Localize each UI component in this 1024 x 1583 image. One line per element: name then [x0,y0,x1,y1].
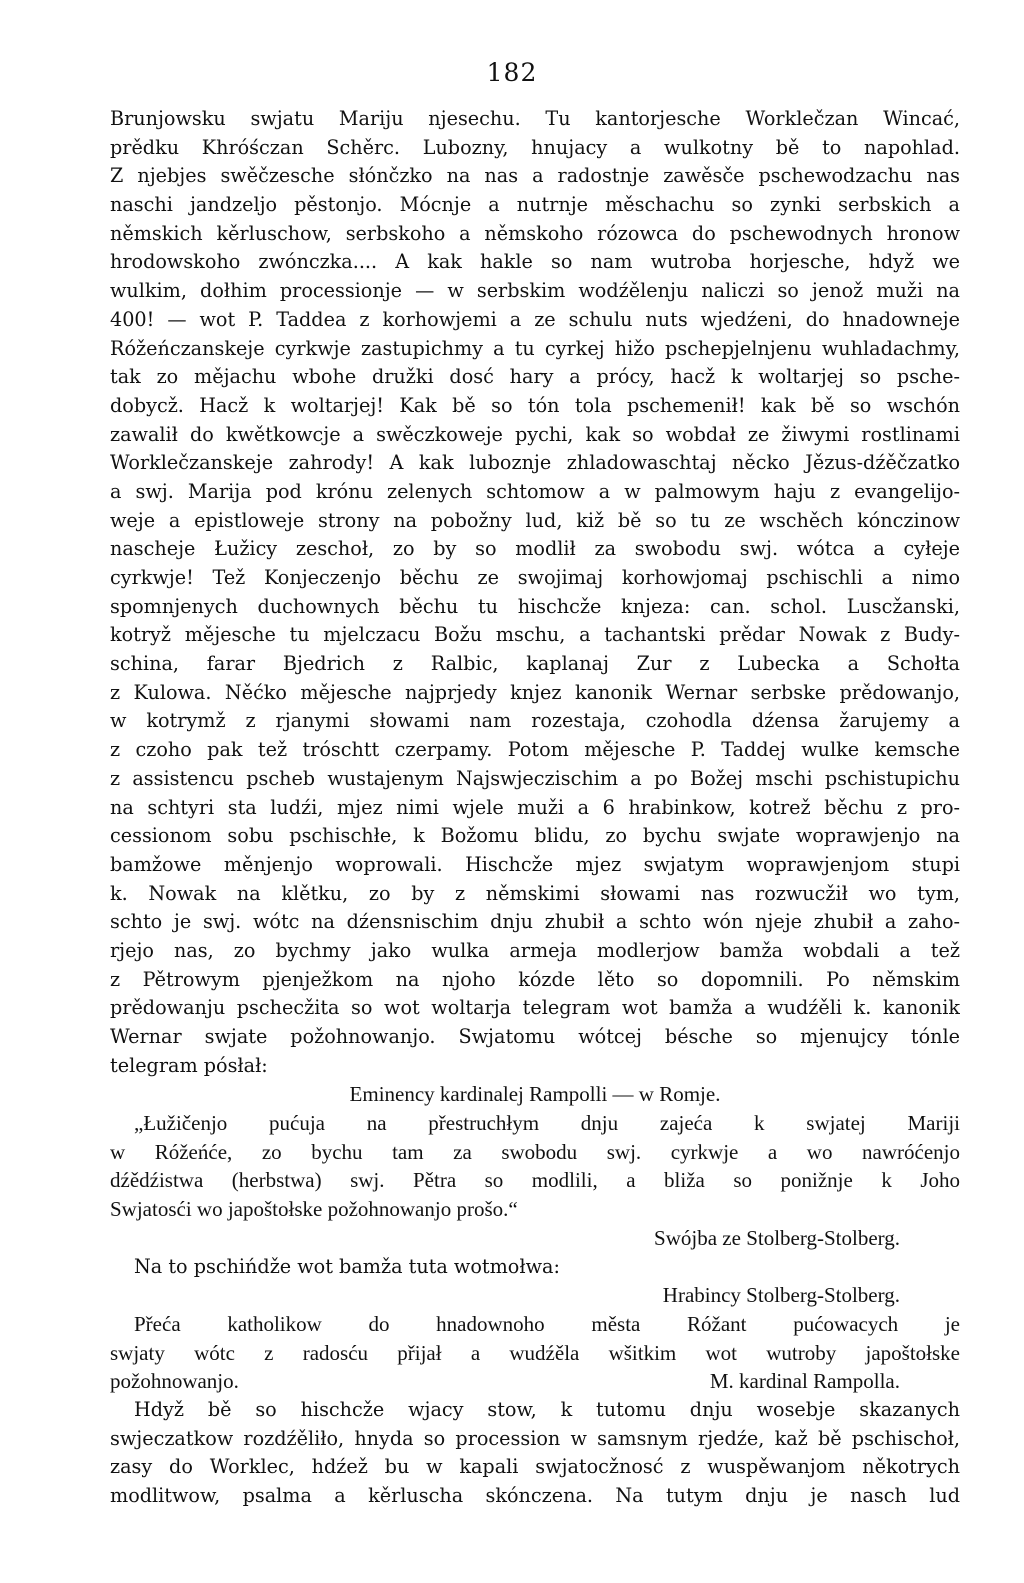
closing-line: swjeczatkow rozdźěliło, hnyda so procession w samsnym rjedźe, kaž bě pschischoł, [110,1426,960,1450]
closing-line: zasy do Worklec, hdźež bu w kapali swjatocžnosć z wuspěwanjom někotrych [110,1455,960,1479]
telegram-body-line: w Róžeńće, zo bychu tam za swobodu swj. cyrkwje a wo nawróćenjo [110,1139,960,1164]
text-line: cessionom sobu pschischłe, k Božomu blidu, zo bychu swjate woprawjenjo na [110,824,960,848]
telegram-address: Eminency kardinalej Rampolli — w Romje. [349,1082,721,1107]
reply-last-line [110,1367,960,1396]
text-line: naschi jandzeljo pěstonjo. Mócnje a nutrnje měschachu so zynki serbskich a [110,193,960,217]
closing-line: modlitwow, psalma a kěrluscha skónczena. Na tutym dnju je nasch lud [110,1484,960,1507]
text-line: z Pětrowym pjenježkom na njoho kózde lěto so dopomnili. Po němskim [110,967,960,991]
text-line: schina, farar Bjedrich z Ralbic, kaplanaj Zur z Lubecka a Schołta [110,652,960,676]
reply-intro: Na to pschińdže wot bamža tuta wotmołwa: [134,1254,560,1278]
text-line: Worklečzanskeje zahrody! A kak luboznje zhladowaschtaj něcko Jězus-dźěčzatko [110,451,960,475]
text-line: k. Nowak na klětku, zo by z němskimi słowami nas rozwucžił wo tym, [110,881,960,905]
reply-body-line: Přeća katholikow do hnadownoho města Róžant pućowacych je [134,1311,960,1336]
text-line: Brunjowsku swjatu Mariju njesechu. Tu kantorjesche Worklečzan Wincać, [110,107,960,130]
text-line: z assistencu pscheb wustajenym Najswjeczischim a po Božej mschi pschistupichu [110,766,960,790]
text-line: prědku Khróśczan Schěrc. Lubozny, hnujacy a wulkotny bě to napohlad. [110,135,960,159]
reply-last-text: požohnowanjo. [110,1369,239,1394]
text-line: z Kulowa. Něćko mějesche najprjedy knjez kanonik Wernar serbske prědowanjo, [110,680,960,704]
text-line: Z njebjes swěčzesche słónčzko na nas a radostnje zawěsče pschewodzachu nas [110,164,960,188]
reply-signature: M. kardinal Rampolla. [709,1369,900,1394]
reply-address: Hrabincy Stolberg-Stolberg. [662,1283,900,1308]
text-line: prědowanju pschecžita so wot woltarja telegram wot bamža a wudźěli k. kanonik [110,996,960,1020]
text-line: wulkim, dołhim processionje — w serbskim wodźělenju naliczi so jenož muži na [110,279,960,303]
text-line: hrodowskoho zwónczka.... A kak hakle so nam wutroba horjesche, hdyž we [110,250,960,274]
text-line: bamžowe měnjenjo woprowali. Hischcže mjez swjatym woprawjenjom stupi [110,852,960,876]
text-line: kotryž mějesche tu mjelczacu Božu mschu, a tachantski prědar Nowak z Budy- [110,623,960,647]
telegram-signature: Swójba ze Stolberg-Stolberg. [654,1225,900,1250]
text-line: telegram pósłał: [110,1053,268,1077]
telegram-body-line: Swjatosći wo japoštołske požohnowanjo prošo.“ [110,1197,518,1222]
text-line: na schtyri sta ludźi, mjez nimi wjele muži a 6 hrabinkow, kotrež běchu z pro- [110,795,960,819]
text-line: z czoho pak tež tróschtt czerpamy. Potom mějesche P. Taddej wulke kemsche [110,738,960,762]
text-line: zawalił do kwětkowcje a swěczkoweje pychi, kak so wobdał ze žiwymi rostlinami [110,422,960,446]
text-line: tak zo mějachu wbohe družki dosć hary a prócy, hacž k woltarjej so psche- [110,365,960,389]
telegram-body-line: „Łužičenjo pućuja na přestruchłym dnju zajeća k swjatej Mariji [134,1111,960,1136]
main-text [110,105,960,1511]
text-line: dobycž. Hacž k woltarjej! Kak bě so tón tola pschemenił! kak bě so wschón [110,393,960,417]
text-line: a swj. Marija pod krónu zelenych schtomow a w palmowym haju z evangelijo- [110,479,960,503]
text-line: spomnjenych duchownych běchu tu hischcže knjeza: can. schol. Luscžanski, [110,594,960,618]
text-line: 400! — wot P. Taddea z korhowjemi a ze schulu nuts wjedźeni, do hnadowneje [110,307,960,331]
reply-body-line: swjaty wótc z radosću přijał a wudźěla wšitkim wot wutroby japoštołske [110,1340,960,1365]
text-line: rjejo nas, zo bychmy jako wulka armeja modlerjow bamža wobdali a tež [110,938,960,962]
text-line: weje a epistloweje strony na pobožny lud, kiž bě so tu ze wschěch kónczinow [110,508,960,532]
text-line: schto je swj. wótc na dźensnischim dnju zhubił a schto wón njeje zhubił a zaho- [110,910,960,934]
text-line: nascheje Łužicy zeschoł, zo by so modlił za swobodu swj. wótca a cyłeje [110,537,960,561]
text-line: cyrkwje! Tež Konjeczenjo běchu ze swojimaj korhowjomaj pschischli a nimo [110,566,960,589]
text-line: němskich kěrluschow, serbskoho a němskoho rózowca do pschewodnych hronow [110,221,960,245]
telegram-body-line: dźědźistwa (herbstwa) swj. Pětra so modlili, a bliža so ponižnje k Joho [110,1168,960,1193]
closing-line: Hdyž bě so hischcže wjacy stow, k tutomu dnju wosebje skazanych [134,1397,960,1421]
text-line: Wernar swjate požohnowanjo. Swjatomu wótcej bésche so mjenujcy tónle [110,1025,960,1048]
text-line: w kotrymž z rjanymi słowami nam rozestaja, czohodla dźensa žarujemy a [110,709,960,733]
page-number: 182 [486,58,538,87]
text-line: Róžeńczanskeje cyrkwje zastupichmy a tu cyrkej hižo pschepjelnjenu wuhladachmy, [110,336,960,360]
